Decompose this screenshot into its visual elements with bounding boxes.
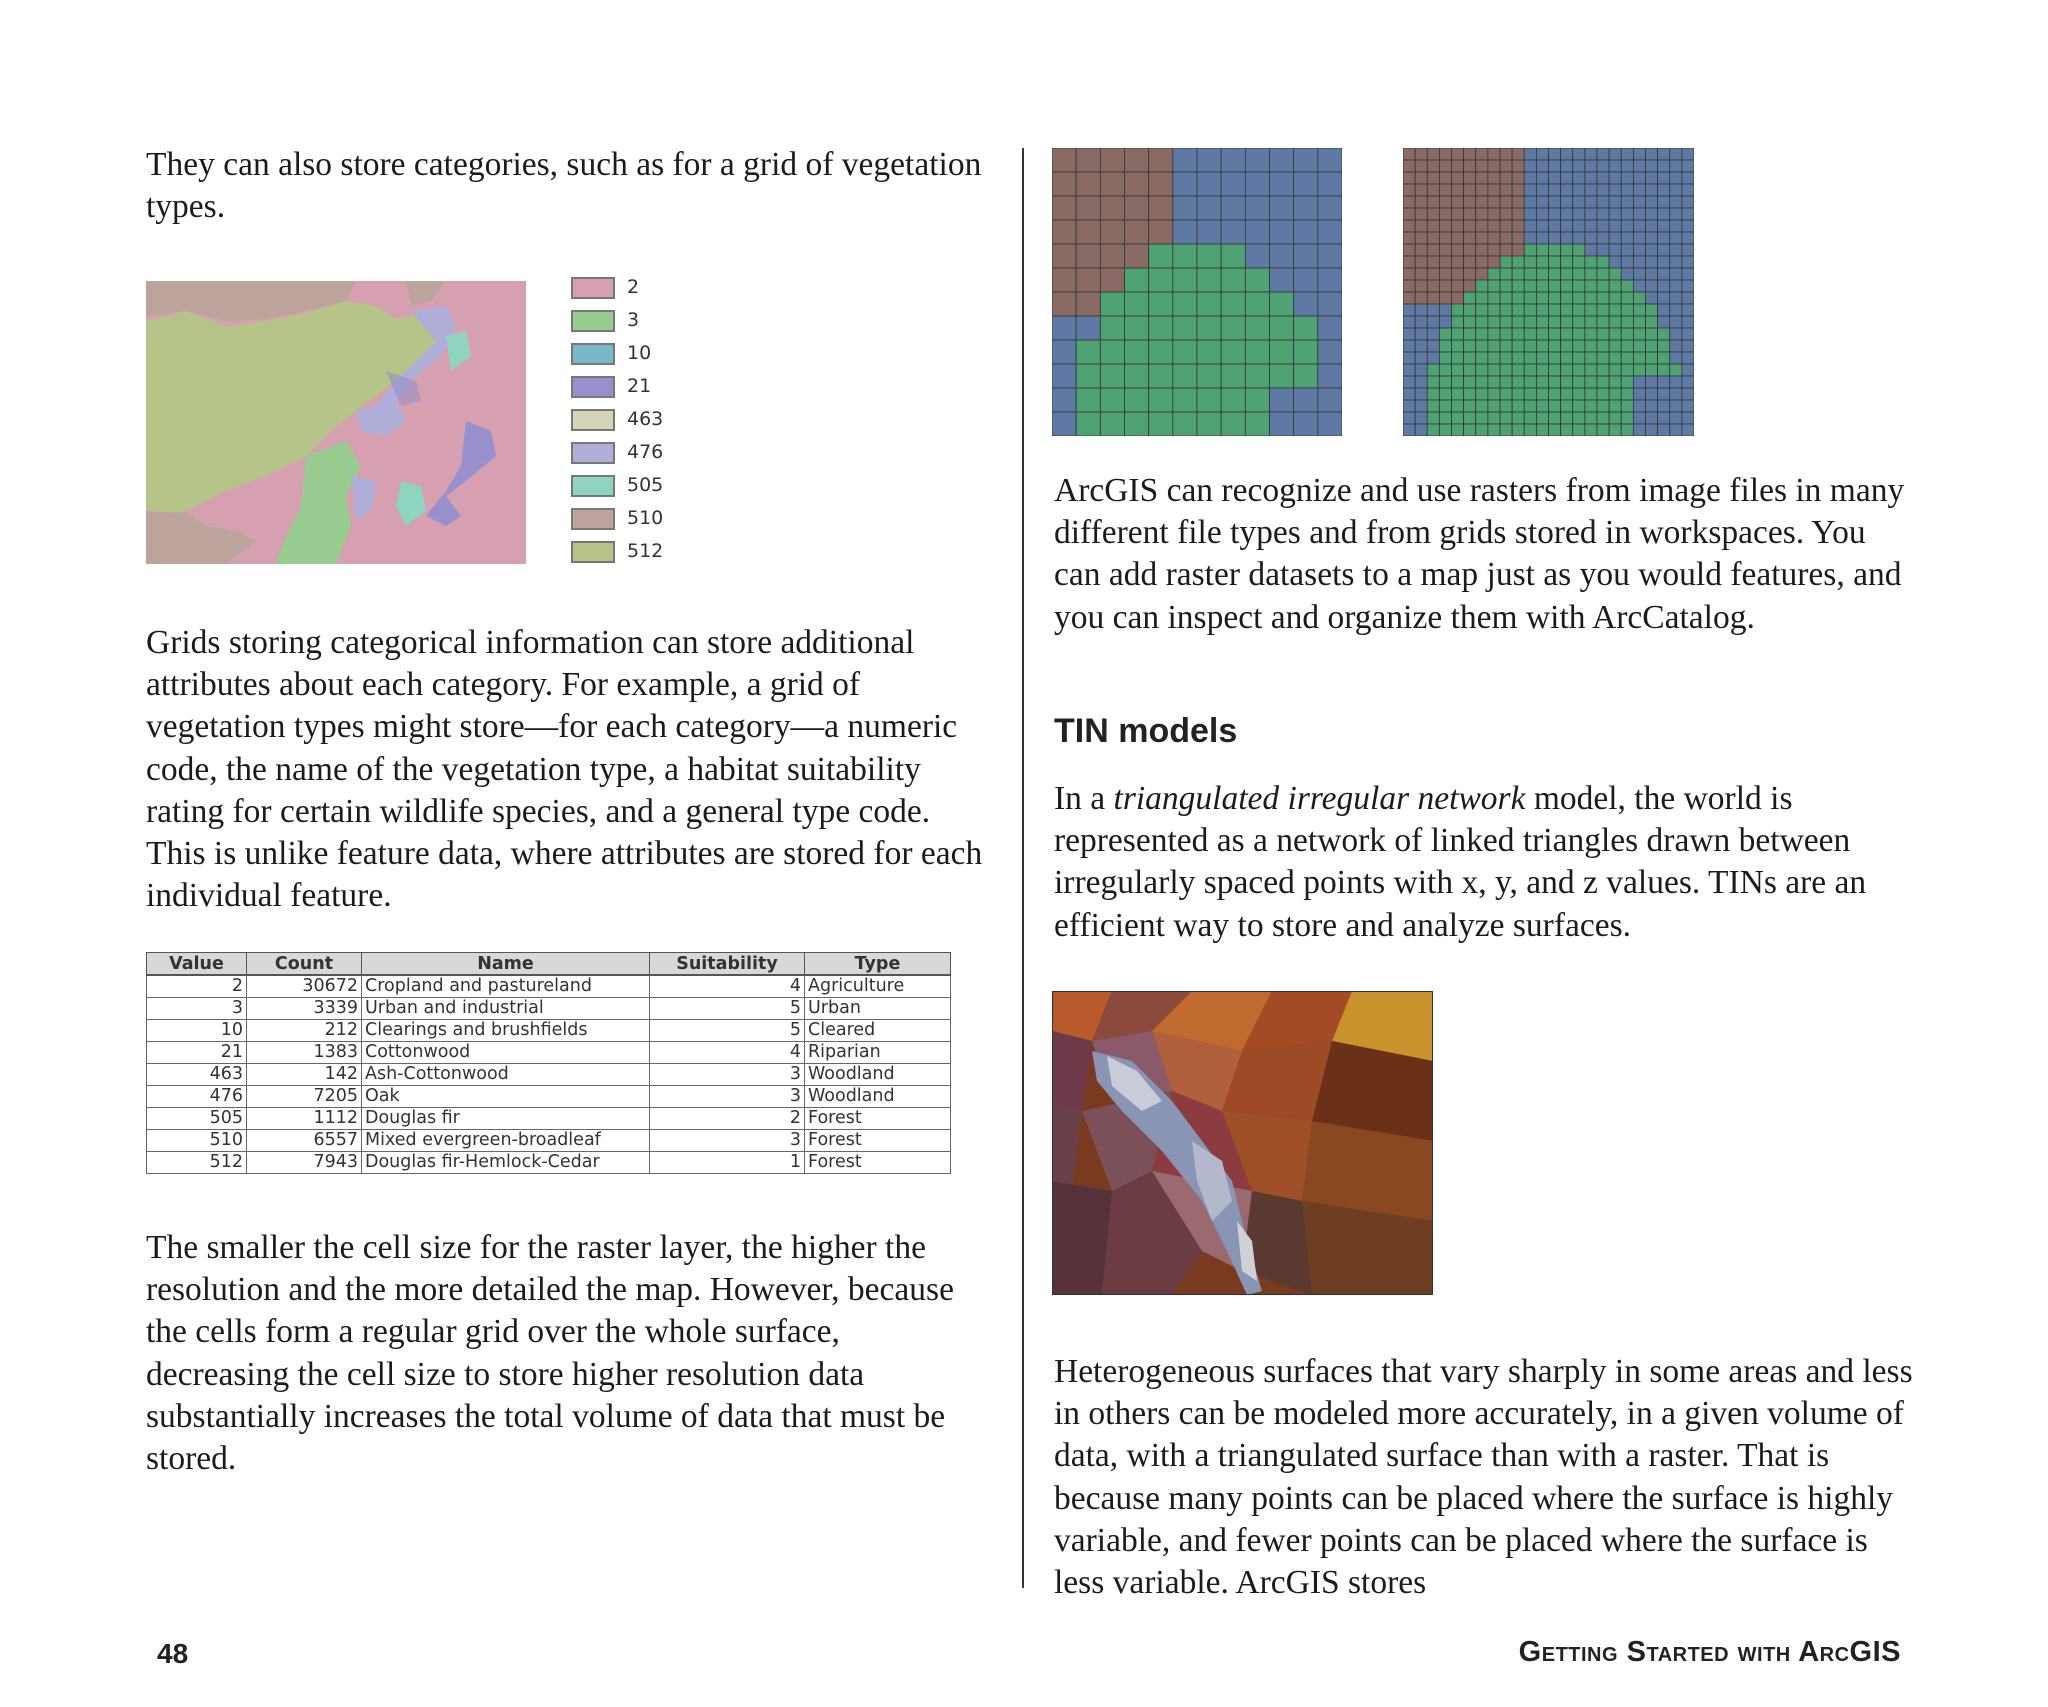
cell-count: 7205 (247, 1086, 362, 1108)
table-row (147, 1152, 951, 1174)
cell-suitability: 3 (650, 1064, 805, 1086)
cell-name: Ash-Cottonwood (362, 1064, 650, 1086)
cell-count: 6557 (247, 1130, 362, 1152)
cell-value: 512 (147, 1152, 247, 1174)
cell-count: 1112 (247, 1108, 362, 1130)
fine-raster-grid-image (1403, 148, 1694, 436)
cell-value: 476 (147, 1086, 247, 1108)
legend-item (571, 343, 691, 369)
cell-name: Mixed evergreen-broadleaf (362, 1130, 650, 1152)
cell-count: 3339 (247, 998, 362, 1020)
cell-suitability: 5 (650, 1020, 805, 1042)
cell-count: 1383 (247, 1042, 362, 1064)
cell-value: 510 (147, 1130, 247, 1152)
tin-definition-paragraph (1054, 778, 1914, 947)
legend-label: 463 (627, 408, 664, 430)
attribute-table (146, 952, 951, 1174)
column-header-value: Value (147, 953, 247, 976)
table-row (147, 975, 951, 998)
legend-item (571, 376, 691, 402)
legend-swatch (571, 310, 615, 332)
cell-name: Urban and industrial (362, 998, 650, 1020)
tin-surface-image (1052, 991, 1433, 1295)
section-heading: TIN models (1054, 712, 1238, 750)
legend-label: 21 (627, 375, 652, 397)
legend-item (571, 475, 691, 501)
intro-paragraph: They can also store categories, such as for a grid of vegetation types. (146, 146, 982, 226)
cell-name: Oak (362, 1086, 650, 1108)
column-header-suitability: Suitability (650, 953, 805, 976)
legend-swatch (571, 508, 615, 530)
categories-paragraph: Grids storing categorical information can store additional attributes about each category. For example, a grid of vegetation types might store—for each category—a numeric code, the name of the vegetation type, a habitat suitability rating for certain wildlife species, and a general type code. This is unlike feature data, where attributes are stored for each individual feature. (146, 624, 983, 915)
cell-count: 7943 (247, 1152, 362, 1174)
legend-label: 3 (627, 309, 640, 331)
cell-value: 10 (147, 1020, 247, 1042)
table-row (147, 1020, 951, 1042)
legend-item (571, 442, 691, 468)
legend-item (571, 310, 691, 336)
cell-name: Cottonwood (362, 1042, 650, 1064)
coarse-raster-grid-image (1052, 148, 1342, 436)
cell-type: Woodland (805, 1086, 951, 1108)
cell-value: 505 (147, 1108, 247, 1130)
cell-suitability: 4 (650, 1042, 805, 1064)
legend-item (571, 409, 691, 435)
heterogeneous-surfaces-paragraph: Heterogeneous surfaces that vary sharply in some areas and less in others can be modeled more accurately, in a given volume of data, with a triangulated surface than with a raster. That is because many points can be placed where the surface is highly variable, and fewer points can be placed where the surface is less variable. ArcGIS stores (1054, 1353, 1913, 1602)
cell-value: 2 (147, 975, 247, 998)
column-header-count: Count (247, 953, 362, 976)
cell-count: 30672 (247, 975, 362, 998)
legend-swatch (571, 409, 615, 431)
cell-suitability: 4 (650, 975, 805, 998)
cell-type: Forest (805, 1152, 951, 1174)
book-title: Getting Started with ArcGIS (1518, 1636, 1901, 1668)
cell-name: Cropland and pastureland (362, 975, 650, 998)
arcgis-rasters-paragraph: ArcGIS can recognize and use rasters from image files in many different file types and from grids stored in workspaces. You can add raster datasets to a map just as you would features, and you can inspect and organize them with ArcCatalog. (1054, 472, 1905, 636)
cell-value: 21 (147, 1042, 247, 1064)
cell-type: Forest (805, 1108, 951, 1130)
legend-swatch (571, 475, 615, 497)
cell-suitability: 1 (650, 1152, 805, 1174)
cell-suitability: 3 (650, 1086, 805, 1108)
cell-name: Clearings and brushfields (362, 1020, 650, 1042)
legend-label: 2 (627, 276, 640, 298)
column-header-type: Type (805, 953, 951, 976)
legend-swatch (571, 376, 615, 398)
tin-text-post: model, the world is represented as a network of linked triangles drawn between irregularly spaced points with x, y, and z values. TINs are an efficient way to store and analyze surfaces. (1054, 780, 1867, 944)
legend-item (571, 541, 691, 567)
cell-size-paragraph: The smaller the cell size for the raster layer, the higher the resolution and the more detailed the map. However, because the cells form a regular grid over the whole surface, decreasing the cell size to store higher resolution data substantially increases the total volume of data that must be stored. (146, 1229, 954, 1478)
cell-value: 3 (147, 998, 247, 1020)
tin-text-pre: In a (1054, 780, 1114, 817)
cell-type: Forest (805, 1130, 951, 1152)
cell-type: Woodland (805, 1064, 951, 1086)
table-row (147, 998, 951, 1020)
page-number: 48 (157, 1638, 189, 1669)
tin-term: triangulated irregular network (1113, 780, 1526, 817)
cell-type: Urban (805, 998, 951, 1020)
cell-name: Douglas fir-Hemlock-Cedar (362, 1152, 650, 1174)
legend-swatch (571, 277, 615, 299)
cell-count: 212 (247, 1020, 362, 1042)
legend-swatch (571, 442, 615, 464)
legend-label: 10 (627, 342, 652, 364)
column-header-name: Name (362, 953, 650, 976)
cell-type: Riparian (805, 1042, 951, 1064)
vegetation-map-image (146, 281, 526, 564)
cell-suitability: 3 (650, 1130, 805, 1152)
cell-name: Douglas fir (362, 1108, 650, 1130)
table-row (147, 1108, 951, 1130)
table-row (147, 1042, 951, 1064)
legend-label: 505 (627, 474, 664, 496)
cell-value: 463 (147, 1064, 247, 1086)
legend-item (571, 277, 691, 303)
legend-label: 512 (627, 540, 664, 562)
cell-type: Cleared (805, 1020, 951, 1042)
table-row (147, 1086, 951, 1108)
cell-count: 142 (247, 1064, 362, 1086)
legend-label: 510 (627, 507, 664, 529)
cell-suitability: 5 (650, 998, 805, 1020)
table-header-row (147, 953, 951, 976)
cell-type: Agriculture (805, 975, 951, 998)
table-row (147, 1064, 951, 1086)
legend-swatch (571, 541, 615, 563)
legend-item (571, 508, 691, 534)
legend-swatch (571, 343, 615, 365)
cell-suitability: 2 (650, 1108, 805, 1130)
table-row (147, 1130, 951, 1152)
column-divider (1022, 148, 1024, 1588)
legend-label: 476 (627, 441, 664, 463)
